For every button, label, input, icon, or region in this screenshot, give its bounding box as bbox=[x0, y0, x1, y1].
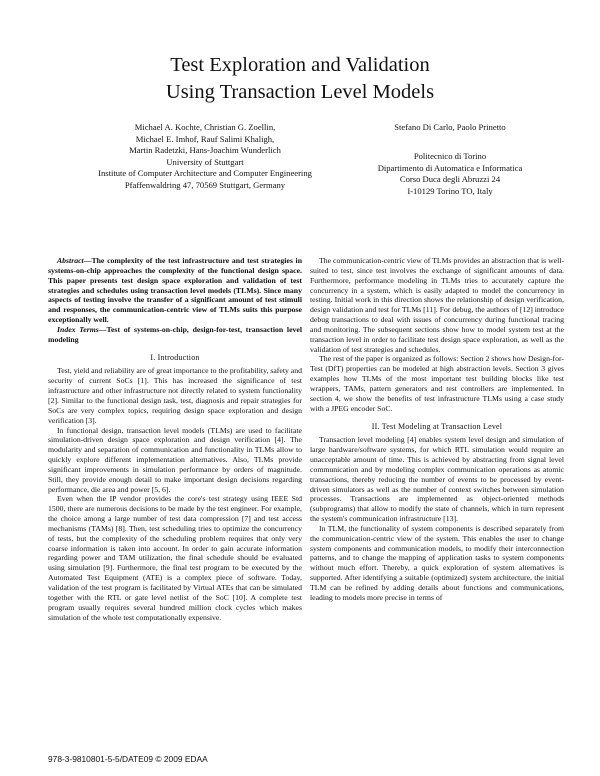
affiliation-line: University of Stuttgart bbox=[166, 156, 244, 167]
author-names: Stefano Di Carlo, Paolo Prinetto bbox=[394, 122, 506, 132]
author-names: Michael E. Imhof, Rauf Salimi Khaligh, bbox=[135, 133, 275, 144]
author-names: Michael A. Kochte, Christian G. Zoellin, bbox=[134, 122, 276, 132]
paragraph: The communication-centric view of TLMs provides an abstraction that is well-suited to test, since test involves the exchange of significant amounts of data. Furthermore, performance modeling in TLMs tries to accurately capture the concurrency in a system, which is easily adapted to model the concurrency in testing. Initial work in this direction shows the relationship of design verification, design validation and test for TLMs [11]. For debug, the authors of [12] introduce debug transactions to deal with issues of concurrency during functional tracing and monitoring. The subsequent sections show how to model system test at the transaction level in order to facilitate test design space exploration, as well as the validation of test strategies and schedules. bbox=[310, 256, 564, 354]
affiliation-line: Corso Duca degli Abruzzi 24 bbox=[399, 174, 501, 185]
abstract-text: —The complexity of the test infrastructure and test strategies in systems-on-chip approaches the complexity of the functional design space. This paper presents test design space exploration and validation of test strategies and schedules using transaction level models (TLMs). Since many aspects of testing involve the transfer of a significant amount of test stimuli and responses, the communication-centric view of TLMs suits this purpose exceptionally well. bbox=[48, 256, 302, 325]
index-terms-text: —Test of systems-on-chip, design-for-test, transaction level modeling bbox=[48, 324, 302, 344]
copyright-footer: 978-3-9810801-5-5/DATE09 © 2009 EDAA bbox=[48, 754, 208, 764]
paragraph: The rest of the paper is organized as follows: Section 2 shows how Design-for-Test (DfT) properties can be modeled at high abstraction levels. Section 3 gives examples how TLMs of the most important test building blocks like test wrappers, TAMs, pattern generators and test controllers are implemented. In section 4, we show the benefits of test infrastructure TLMs using a case study with a JPEG encoder SoC. bbox=[310, 354, 564, 413]
index-terms-lead: Index Terms bbox=[57, 324, 99, 334]
affiliation-line: Institute of Computer Architecture and Computer Engineering bbox=[98, 168, 312, 179]
affiliation-line: I-10129 Torino TO, Italy bbox=[407, 185, 493, 196]
paper-title bbox=[60, 52, 540, 106]
author-names: Martin Radetzki, Hans-Joachim Wunderlich bbox=[129, 145, 281, 156]
affiliation-line: Pfaffenwaldring 47, 70569 Stuttgart, Germany bbox=[124, 179, 286, 190]
paragraph: Transaction level modeling [4] enables system level design and simulation of large hardware/software systems, for which RTL simulation would require an unacceptable amount of time. This is achieved by abstracting from signal level communication and by modeling complex communication operations as atomic transactions, thereby reducing the number of events to be processed by event-driven simulators as well as the number of context switches between simulation processes. Transactions are implemented as object-oriented methods (subprograms) that allow to modify the state of channels, which in turn represent the system's communication infrastructure [13]. bbox=[310, 435, 564, 524]
paragraph: Even when the IP vendor provides the core's test strategy using IEEE Std 1500, there are numerous decisions to be made by the test engineer. For example, the choice among a large number of test data compression [7] and test access mechanisms (TAMs) [8]. Then, test scheduling tries to optimize the concurrency of tests, but the complexity of the scheduling problem requires that only very coarse information is taken into account. In order to gain accurate information regarding power and TAM utilization, the final schedule should be evaluated using simulation [9]. Furthermore, the final test program to be executed by the Automated Test Equipment (ATE) is a complex piece of software. Today, validation of the test program is facilitated by Virtual ATEs that can be simulated together with the RTL or gate level netlist of the SoC [10]. A complete test program usually requires several hundred million clock cycles which makes simulation of the whole test computationally expensive. bbox=[48, 494, 302, 622]
paragraph: In TLM, the functionality of system components is described separately from the communication-centric view of the system. This enables the user to change system components and communication models, to modify their interconnection patterns, and to change the mapping of application tasks to system components without much effort. Thereby, a quick exploration of system alternatives is supported. After identifying a suitable (optimized) system architecture, the initial TLM can be refined by adding details about functions and communications, leading to models more precise in terms of bbox=[310, 523, 564, 602]
author-block-torino bbox=[340, 122, 560, 198]
section-heading-test-modeling: II. Test Modeling at Transaction Level bbox=[371, 421, 503, 431]
right-column bbox=[310, 256, 564, 603]
index-terms bbox=[48, 325, 302, 345]
abstract bbox=[48, 256, 302, 325]
affiliation-line: Dipartimento di Automatica e Informatica bbox=[377, 162, 523, 173]
abstract-lead: Abstract bbox=[57, 256, 84, 265]
left-column bbox=[48, 256, 302, 622]
author-block-stuttgart bbox=[70, 122, 340, 192]
paragraph: Test, yield and reliability are of great importance to the profitability, safety and security of current SoCs [1]. This has increased the significance of test infrastructure and other infrastructure not directly related to system functionality [2]. Similar to the functional design task, test, diagnosis and repair strategies for SoCs are very complex topics, requiring design space exploration and design verification [3]. bbox=[48, 366, 302, 425]
affiliation-line: Politecnico di Torino bbox=[413, 151, 487, 162]
paragraph: In functional design, transaction level models (TLMs) are used to facilitate simulation-driven design space exploration and design verification [4]. The modularity and separation of communication and functionality in TLMs allow to quickly explore different implementation alternatives. Also, TLMs provide significant improvements in simulation performance by orders of magnitude. Still, they provide enough detail to make important design decisions regarding performance, die area and power [5, 6]. bbox=[48, 425, 302, 494]
title-line-2: Using Transaction Level Models bbox=[165, 81, 435, 103]
title-line-1: Test Exploration and Validation bbox=[170, 54, 430, 76]
section-heading-introduction: I. Introduction bbox=[150, 352, 200, 362]
